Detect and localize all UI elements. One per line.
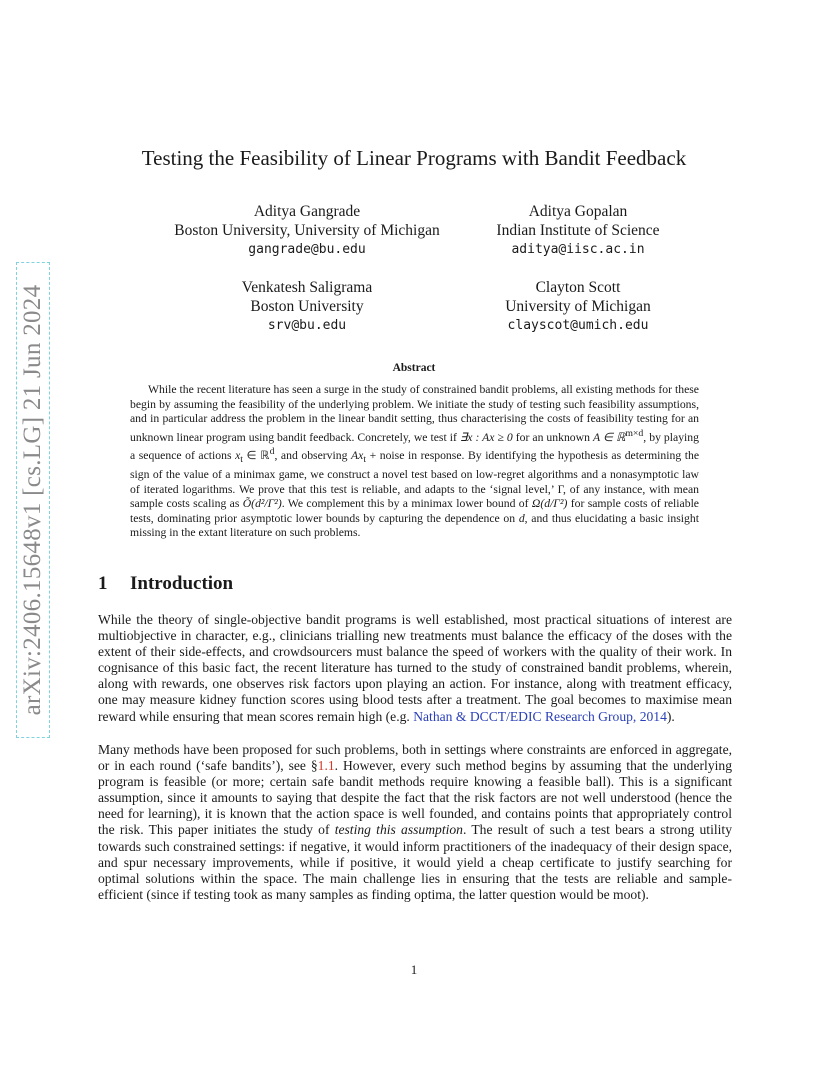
author-block-1 <box>160 202 454 259</box>
author-name: Venkatesh Saligrama <box>241 279 373 296</box>
page-number: 1 <box>410 962 418 977</box>
abstract-body: While the recent literature has seen a surge in the study of constrained bandit problems, all existing methods for these begin by assuming the feasibility of the underlying problem. We initiate the study of testing such feasibility assumptions, and in particular address the problem in the linear bandit setting, thus characterising the costs of feasibility testing for an unknown linear program using bandit feedback. Concretely, we test if ∃x : Ax ≥ 0 for an unknown A ∈ ℝ$^{m\times d}$, by playing a sequence of actions $x_t$ ∈ ℝ$^d$, and observing $Ax_t$ + noise in response. By identifying the hypothesis as determining the sign of the value of a minimax game, we construct a novel test based on low-regret algorithms and a nonasymptotic law of iterated logarithms. We prove that this test is reliable, and adapts to the ‘signal level,’ Γ, of any instance, with mean sample costs scaling as Õ(d²/Γ²). We complement this by a minimax lower bound of Ω(d/Γ²) for sample costs of reliable tests, dominating prior asymptotic lower bounds by capturing the dependence on d, and thus elucidating a basic insight missing in the extant literature on such problems. <box>130 383 700 540</box>
section-title: Introduction <box>130 573 234 594</box>
intro-paragraph-2: Many methods have been proposed for such problems, both in settings where constraints are enforced in aggregate, or in each round (‘safe bandits’), see §1.1. However, every such method begins by assuming that the underlying program is feasible (or more; certain safe bandit methods require knowing a feasible ball). This is a significant assumption, since it amounts to saying that despite the fact that the risk factors are not well understood (hence the need for learning), it is known that the action space is well founded, and contains points that appropriately control the risk. This paper initiates the study of testing this assumption. The result of such a test bears a strong utility towards such constrained settings: if negative, it would inform practitioners of the inadequacy of their design space, and spur necessary improvements, while if positive, it would yield a cheap certificate to justify searching for optimal solutions within the space. The main challenge lies in ensuring that the tests are reliable and sample-efficient (since if testing took as many samples as finding optima, the latter question would be moot). <box>98 742 732 902</box>
author-block-3 <box>207 278 407 335</box>
author-block-4 <box>478 278 678 335</box>
author-name: Aditya Gangrade <box>253 203 361 220</box>
abstract-heading: Abstract <box>392 362 436 374</box>
author-affiliation: Boston University, University of Michigan <box>174 222 440 239</box>
author-block-2 <box>478 202 678 259</box>
author-name: Clayton Scott <box>535 279 621 296</box>
author-name: Aditya Gopalan <box>528 203 628 220</box>
section-heading-introduction <box>98 573 233 595</box>
arxiv-identifier-stamp <box>16 262 50 738</box>
author-affiliation: Indian Institute of Science <box>496 222 660 239</box>
author-email: gangrade@bu.edu <box>248 242 366 257</box>
author-email: aditya@iisc.ac.in <box>511 242 645 257</box>
section-reference-link[interactable]: 1.1 <box>317 758 335 774</box>
author-email: clayscot@umich.edu <box>507 318 649 333</box>
citation-link[interactable]: Nathan & DCCT/EDIC Research Group, 2014 <box>413 708 667 724</box>
author-affiliation: Boston University <box>250 298 364 315</box>
author-affiliation: University of Michigan <box>505 298 651 315</box>
author-email: srv@bu.edu <box>267 318 347 333</box>
paper-title: Testing the Feasibility of Linear Programs with Bandit Feedback <box>141 146 687 170</box>
intro-paragraph-1: While the theory of single-objective bandit programs is well established, most practical situations of interest are multiobjective in character, e.g., clinicians trialling new treatments must balance the efficacy of the doses with the extent of their side-effects, and crowdsourcers must balance the speed of workers with the quality of their work. In cognisance of this basic fact, the recent literature has turned to the study of constrained bandit problems, wherein, along with rewards, one observes risk factors upon playing an action. For instance, along with treatment efficacy, one may measure kidney function scores using blood tests after a treatment. The goal becomes to maximise mean reward while ensuring that mean scores remain high (e.g. Nathan & DCCT/EDIC Research Group, 2014). <box>98 612 732 724</box>
arxiv-identifier-text: arXiv:2406.15648v1 [cs.LG] 21 Jun 2024 <box>19 284 46 716</box>
section-number: 1 <box>98 573 108 594</box>
